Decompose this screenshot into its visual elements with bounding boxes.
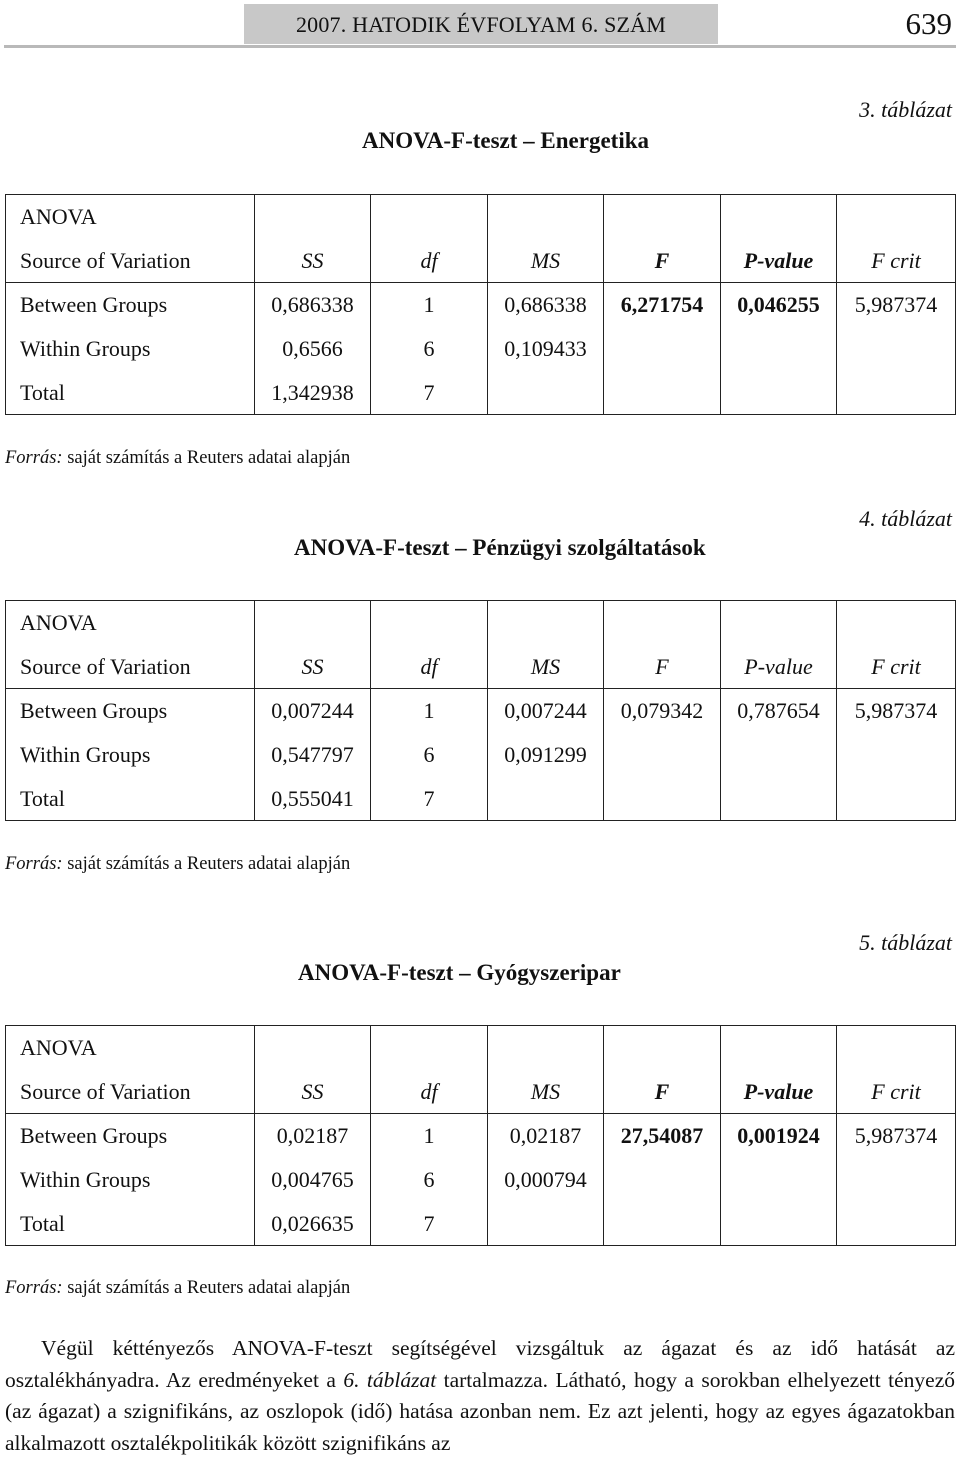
- table-cell: 0,001924: [721, 1114, 837, 1158]
- table-cell: Between Groups: [6, 689, 255, 733]
- column-header: F: [604, 645, 721, 689]
- table-cell: 5,987374: [837, 1114, 956, 1158]
- table-row: [6, 1026, 956, 1070]
- table-cell: 0,109433: [488, 327, 604, 371]
- column-header: SS: [255, 645, 371, 689]
- table-cell: 0,686338: [255, 283, 371, 327]
- table-row: [6, 1202, 956, 1246]
- table-cell: [721, 733, 837, 777]
- table-cell: 0,091299: [488, 733, 604, 777]
- table-3-label: 3. táblázat: [859, 97, 952, 122]
- table-cell: 5,987374: [837, 283, 956, 327]
- table-cell: [604, 327, 721, 371]
- table-cell: [488, 777, 604, 821]
- table-cell: 0,547797: [255, 733, 371, 777]
- table-cell: 0,787654: [721, 689, 837, 733]
- table-row: [6, 777, 956, 821]
- table-cell: [488, 1202, 604, 1246]
- running-header: [4, 4, 956, 44]
- source-text: saját számítás a Reuters adatai alapján: [62, 448, 351, 468]
- table-cell: 6: [371, 1158, 488, 1202]
- paragraph-text: [5, 1333, 955, 1459]
- column-header: F: [604, 239, 721, 283]
- column-header: SS: [255, 1070, 371, 1114]
- table-4-label: 4. táblázat: [859, 506, 952, 531]
- table-header-row: [6, 239, 956, 283]
- table-cell: [837, 1158, 956, 1202]
- table-header-row: [6, 645, 956, 689]
- paragraph-part: Végül kéttényezős ANOVA-F-teszt segítségével vizsgáltuk az ágazat és az idő hatását az osztalékhányadra. Az eredményeket a: [5, 1336, 955, 1392]
- table-cell: 6: [371, 327, 488, 371]
- body-paragraph: [5, 1333, 955, 1459]
- table-cell: [837, 1202, 956, 1246]
- column-header: Source of Variation: [6, 645, 255, 689]
- table-cell: 7: [371, 371, 488, 415]
- table-cell: 7: [371, 777, 488, 821]
- table-3-anova: [5, 194, 956, 415]
- table-cell: [604, 371, 721, 415]
- column-header: P-value: [721, 1070, 837, 1114]
- table-3-title: ANOVA-F-teszt – Energetika: [362, 128, 650, 153]
- source-text: saját számítás a Reuters adatai alapján: [62, 854, 351, 874]
- table-5-title: ANOVA-F-teszt – Gyógyszeripar: [298, 960, 621, 985]
- column-header: P-value: [721, 645, 837, 689]
- table-4-title: ANOVA-F-teszt – Pénzügyi szolgáltatások: [294, 535, 706, 560]
- table-cell: [721, 371, 837, 415]
- table-cell: [604, 1158, 721, 1202]
- table-row: [6, 283, 956, 327]
- column-header: F: [604, 1070, 721, 1114]
- table-cell: [604, 777, 721, 821]
- column-header: df: [371, 1070, 488, 1114]
- table-cell: Within Groups: [6, 733, 255, 777]
- anova-label: ANOVA: [6, 1026, 255, 1070]
- table-cell: Between Groups: [6, 1114, 255, 1158]
- table-cell: 0,02187: [255, 1114, 371, 1158]
- table-row: [6, 195, 956, 239]
- table-cell: [721, 1158, 837, 1202]
- anova-label: ANOVA: [6, 195, 255, 239]
- paragraph-part: tartalmazza. Látható, hogy a sorokban elhelyezett tényező (az ágazat) a szignifikáns, az oszlopok (idő) hatása azonban nem. Ez azt jelenti, hogy az egyes ágazatokban alkalmazott osztalékpolitikák között szignifikáns az: [5, 1367, 955, 1455]
- table-row: [6, 371, 956, 415]
- table-row: [6, 733, 956, 777]
- source-label: Forrás:: [5, 448, 63, 468]
- table-cell: [721, 777, 837, 821]
- source-label: Forrás:: [5, 854, 63, 874]
- table-cell: Within Groups: [6, 327, 255, 371]
- table-cell: 0,555041: [255, 777, 371, 821]
- table-cell: 0,046255: [721, 283, 837, 327]
- table-cell: [837, 733, 956, 777]
- header-rule: [4, 45, 956, 48]
- table-cell: 1: [371, 1114, 488, 1158]
- table-cell: [837, 327, 956, 371]
- journal-issue: 2007. HATODIK ÉVFOLYAM 6. SZÁM: [295, 12, 667, 37]
- table-row: [6, 1158, 956, 1202]
- column-header: Source of Variation: [6, 239, 255, 283]
- table-5-anova: [5, 1025, 956, 1246]
- anova-label: ANOVA: [6, 601, 255, 645]
- table-cell: 0,026635: [255, 1202, 371, 1246]
- table-4-source: [5, 854, 350, 875]
- table-cell: [721, 327, 837, 371]
- column-header: MS: [488, 1070, 604, 1114]
- table-cell: [837, 777, 956, 821]
- table-cell: Total: [6, 777, 255, 821]
- table-cell: 0,079342: [604, 689, 721, 733]
- column-header: P-value: [721, 239, 837, 283]
- table-4-anova: [5, 600, 956, 821]
- table-cell: Total: [6, 1202, 255, 1246]
- column-header: df: [371, 239, 488, 283]
- table-cell: 0,007244: [255, 689, 371, 733]
- table-cell: 0,686338: [488, 283, 604, 327]
- table-cell: Total: [6, 371, 255, 415]
- table-cell: 5,987374: [837, 689, 956, 733]
- table-cell: 1,342938: [255, 371, 371, 415]
- table-cell: 6,271754: [604, 283, 721, 327]
- column-header: F crit: [837, 239, 956, 283]
- column-header: SS: [255, 239, 371, 283]
- table-row: [6, 1114, 956, 1158]
- table-cell: Within Groups: [6, 1158, 255, 1202]
- page-number: 639: [905, 6, 952, 41]
- table-cell: 1: [371, 283, 488, 327]
- table-cell: 27,54087: [604, 1114, 721, 1158]
- table-5-source: [5, 1278, 350, 1299]
- column-header: Source of Variation: [6, 1070, 255, 1114]
- table-row: [6, 689, 956, 733]
- table-cell: 6: [371, 733, 488, 777]
- table-reference: 6. táblázat: [343, 1367, 437, 1392]
- table-5-label: 5. táblázat: [859, 930, 952, 955]
- table-row: [6, 327, 956, 371]
- table-cell: [837, 371, 956, 415]
- table-cell: 1: [371, 689, 488, 733]
- table-cell: [488, 371, 604, 415]
- table-cell: Between Groups: [6, 283, 255, 327]
- table-cell: [604, 1202, 721, 1246]
- column-header: F crit: [837, 645, 956, 689]
- column-header: F crit: [837, 1070, 956, 1114]
- table-cell: 0,007244: [488, 689, 604, 733]
- table-header-row: [6, 1070, 956, 1114]
- column-header: df: [371, 645, 488, 689]
- table-cell: 0,004765: [255, 1158, 371, 1202]
- source-label: Forrás:: [5, 1278, 63, 1298]
- table-cell: 7: [371, 1202, 488, 1246]
- column-header: MS: [488, 239, 604, 283]
- table-3-source: [5, 448, 350, 469]
- column-header: MS: [488, 645, 604, 689]
- table-cell: 0,6566: [255, 327, 371, 371]
- table-cell: [604, 733, 721, 777]
- table-cell: 0,000794: [488, 1158, 604, 1202]
- table-row: [6, 601, 956, 645]
- table-cell: [721, 1202, 837, 1246]
- table-cell: 0,02187: [488, 1114, 604, 1158]
- source-text: saját számítás a Reuters adatai alapján: [62, 1278, 351, 1298]
